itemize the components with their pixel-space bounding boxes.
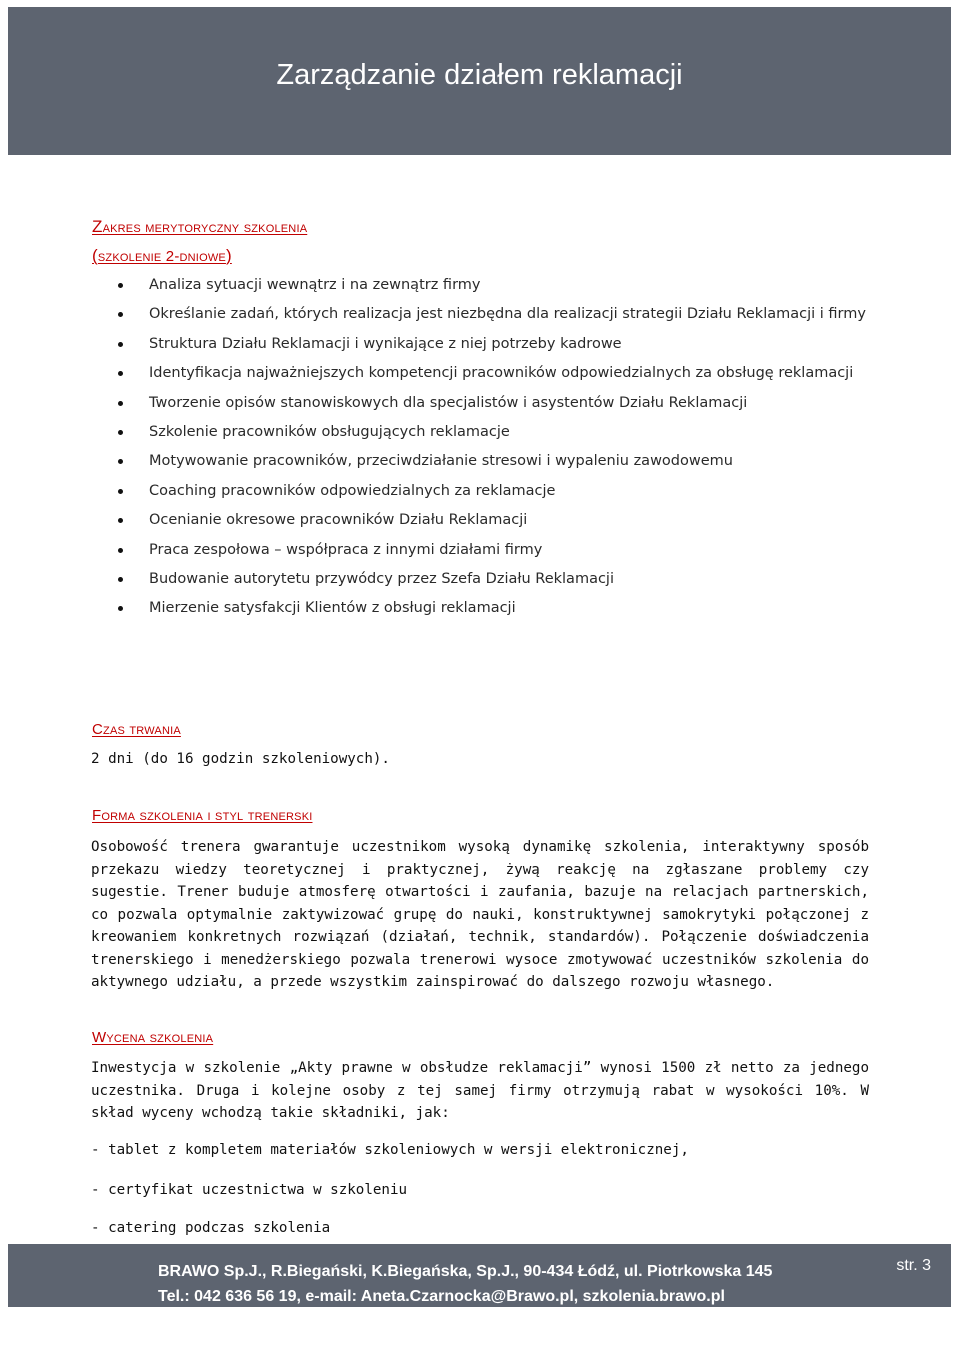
list-item	[112, 389, 872, 418]
bullet-icon	[118, 606, 123, 611]
list-item-text: Identyfikacja najważniejszych kompetencji pracowników odpowiedzialnych za obsługę reklamacji	[149, 365, 854, 382]
list-item-text: Struktura Działu Reklamacji i wynikające z niej potrzeby kadrowe	[149, 335, 622, 352]
bullet-icon	[118, 342, 123, 347]
bullet-icon	[118, 371, 123, 376]
list-item	[112, 418, 872, 447]
header-band	[8, 7, 951, 155]
scope-subheading	[92, 246, 232, 266]
pricing-paragraph: Inwestycja w szkolenie „Akty prawne w obsłudze reklamacji” wynosi 1500 zł netto za jednego uczestnika. Druga i kolejne osoby z tej samej firmy otrzymują rabat w wysokości 10%. W skład wyceny wchodzą takie składniki, jak:	[91, 1060, 869, 1121]
bullet-icon	[118, 459, 123, 464]
scope-heading-rest: akres merytoryczny szkolenia	[102, 219, 308, 236]
list-item	[112, 271, 872, 300]
footer-address: BRAWO Sp.J., R.Biegański, K.Biegańska, Sp.J., 90-434 Łódź, ul. Piotrkowska 145	[158, 1263, 773, 1280]
bullet-icon	[118, 548, 123, 553]
list-item-text: Mierzenie satysfakcji Klientów z obsługi reklamacji	[149, 600, 516, 617]
pricing-heading: Wycena szkolenia	[92, 1029, 214, 1046]
bullet-icon	[118, 312, 123, 317]
bullet-icon	[118, 489, 123, 494]
scope-subheading-text: szkolenie 2-dniowe	[97, 248, 226, 265]
page-title: Zarządzanie działem reklamacji	[276, 59, 683, 91]
pricing-item: - catering podczas szkolenia	[91, 1220, 331, 1236]
duration-heading: Czas trwania	[92, 721, 181, 738]
footer-band	[8, 1244, 951, 1307]
list-item-text: Ocenianie okresowe pracowników Działu Reklamacji	[149, 512, 528, 529]
pricing-item: - certyfikat uczestnictwa w szkoleniu	[91, 1182, 408, 1198]
list-item-text: Tworzenie opisów stanowiskowych dla specjalistów i asystentów Działu Reklamacji	[149, 394, 748, 411]
list-item	[112, 330, 872, 359]
scope-heading	[92, 217, 307, 237]
list-item	[112, 536, 872, 565]
bullet-icon	[118, 283, 123, 288]
form-heading: Forma szkolenia i styl trenerski	[92, 807, 313, 824]
list-item	[112, 565, 872, 594]
list-item	[112, 300, 872, 329]
list-item	[112, 447, 872, 476]
scope-heading-initial: Z	[92, 217, 103, 236]
scope-list	[112, 271, 872, 624]
footer-contact: Tel.: 042 636 56 19, e-mail: Aneta.Czarnocka@Brawo.pl, szkolenia.brawo.pl	[158, 1288, 725, 1305]
list-item-text: Motywowanie pracowników, przeciwdziałanie stresowi i wypaleniu zawodowemu	[149, 453, 733, 470]
list-item	[112, 506, 872, 535]
list-item-text: Praca zespołowa – współpraca z innymi działami firmy	[149, 541, 543, 558]
bullet-icon	[118, 401, 123, 406]
bullet-icon	[118, 518, 123, 523]
bullet-icon	[118, 430, 123, 435]
bullet-icon	[118, 577, 123, 582]
form-paragraph: Osobowość trenera gwarantuje uczestnikom wysoką dynamikę szkolenia, interaktywny sposób przekazu wiedzy teoretycznej i praktycznej, żywą reakcję na zgłaszane problemy czy sugestie. Trener buduje atmosferę otwartości i zaufania, bazuje na relacjach partnerskich, co pozwala optymalnie zaktywizować grupę do nauki, konstruktywnej samokrytyki połączonej z kreowaniem konkretnych rozwiązań (działań, technik, standardów). Połączenie doświadczenia trenerskiego i menedżerskiego pozwala trenerowi wysoce zmotywować uczestników szkolenia do aktywnego udziału, a przede wszystkim zainspirować do dalszego rozwoju własnego.	[91, 839, 869, 990]
list-item	[112, 477, 872, 506]
page-number: str. 3	[896, 1257, 931, 1274]
list-item-text: Analiza sytuacji wewnątrz i na zewnątrz firmy	[149, 277, 481, 293]
list-item-text: Określanie zadań, których realizacja jest niezbędna dla realizacji strategii Działu Reklamacji i firmy	[149, 306, 866, 323]
scope-subheading-open: (	[92, 246, 98, 265]
list-item	[112, 359, 872, 388]
list-item-text: Coaching pracowników odpowiedzialnych za reklamacje	[149, 482, 556, 499]
pricing-item: - tablet z kompletem materiałów szkoleniowych w wersji elektronicznej,	[91, 1142, 689, 1158]
list-item-text: Budowanie autorytetu przywódcy przez Szefa Działu Reklamacji	[149, 571, 614, 588]
list-item	[112, 594, 872, 623]
list-item-text: Szkolenie pracowników obsługujących reklamacje	[149, 424, 510, 441]
duration-text: 2 dni (do 16 godzin szkoleniowych).	[91, 751, 390, 767]
scope-subheading-close: )	[225, 246, 232, 265]
